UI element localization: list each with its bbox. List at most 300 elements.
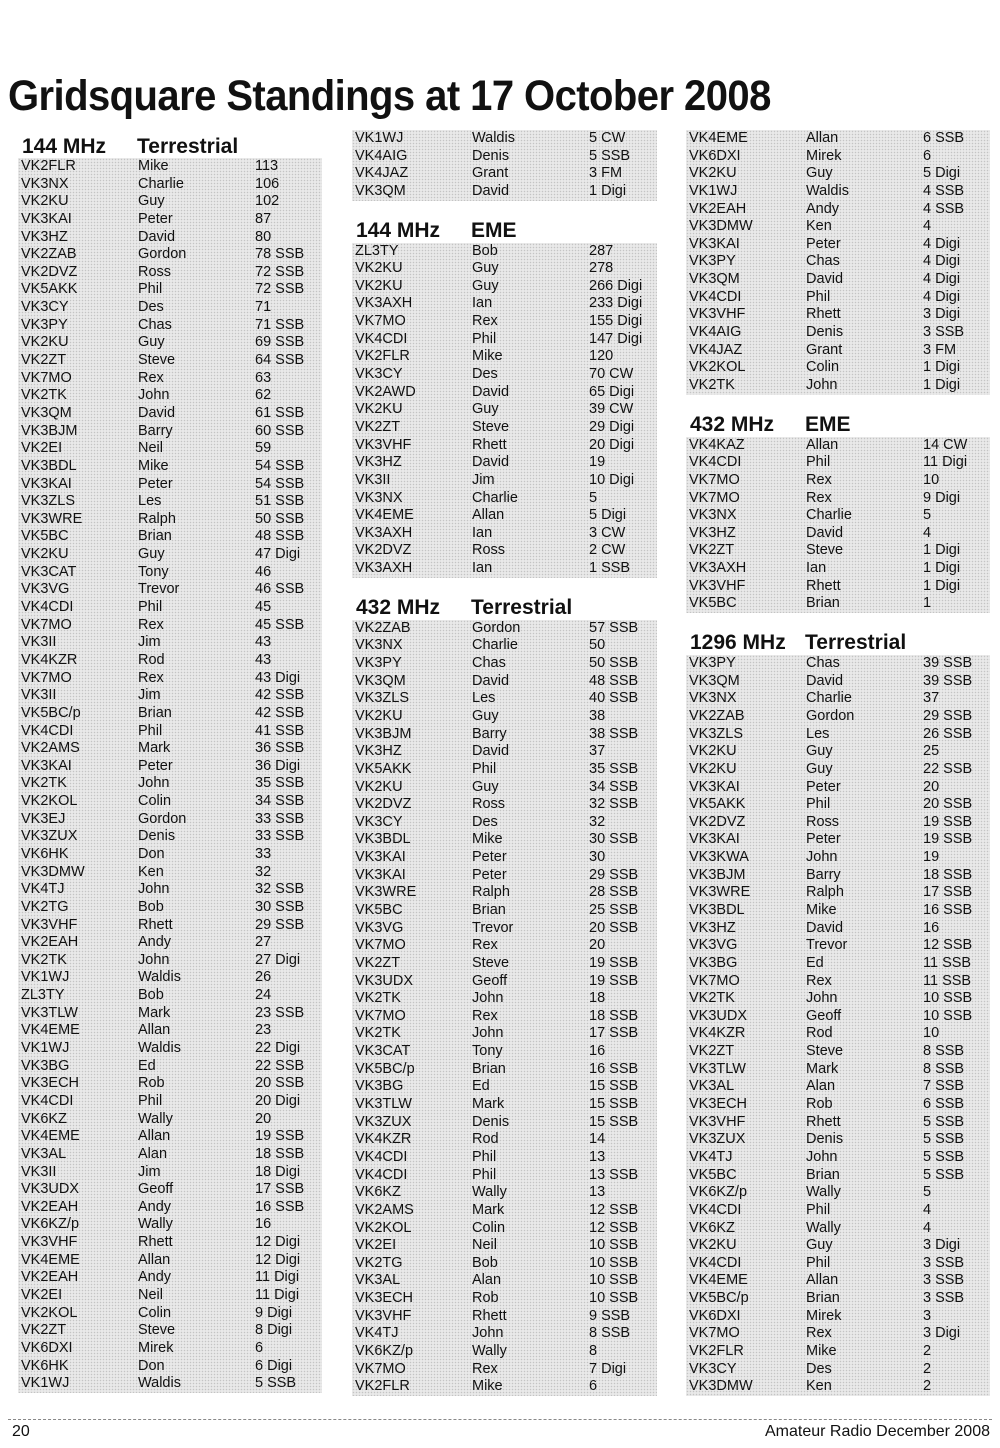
operator-name: Des (806, 1360, 832, 1377)
table-row (352, 1237, 657, 1255)
square-count: 120 (589, 348, 614, 365)
table-row (352, 1290, 657, 1308)
square-count: 5 SSB (589, 147, 631, 164)
operator-name: Steve (472, 418, 510, 435)
square-count: 10 Digi (589, 471, 635, 488)
operator-name: Gordon (806, 707, 855, 724)
operator-name: Jim (138, 687, 161, 704)
table-row (18, 423, 322, 441)
operator-name: Ross (138, 263, 172, 280)
table-row (686, 148, 990, 166)
operator-name: Charlie (472, 637, 518, 654)
operator-name: Wally (472, 1184, 507, 1201)
callsign: VK4CDI (21, 599, 74, 616)
table-row (18, 458, 322, 476)
table-row (686, 1184, 990, 1202)
callsign: VK4EME (21, 1128, 80, 1145)
operator-name: Ian (472, 560, 493, 577)
table-row (352, 348, 657, 366)
callsign: VK3BJM (689, 866, 746, 883)
table-row (352, 165, 657, 183)
operator-name: Ken (806, 1378, 832, 1395)
callsign: VK2DVZ (355, 542, 412, 559)
square-count: 26 (255, 969, 272, 986)
operator-name: Allan (138, 1128, 171, 1145)
table-row (352, 1131, 657, 1149)
callsign: VK2KU (21, 546, 69, 563)
callsign: VK6HK (21, 1357, 69, 1374)
square-count: 10 SSB (923, 990, 973, 1007)
callsign: VK3TLW (689, 1060, 746, 1077)
callsign: VK7MO (689, 972, 740, 989)
square-count: 59 (255, 440, 272, 457)
operator-name: Colin (138, 1304, 172, 1321)
callsign: VK3VG (355, 919, 404, 936)
callsign: VK7MO (21, 669, 72, 686)
square-count: 16 SSB (255, 1198, 305, 1215)
table-row (352, 831, 657, 849)
callsign: VK3WRE (689, 884, 751, 901)
callsign: VK6HK (21, 845, 69, 862)
square-count: 35 SSB (255, 775, 305, 792)
square-count: 10 SSB (589, 1237, 639, 1254)
operator-name: Tony (138, 563, 169, 580)
operator-name: Trevor (806, 937, 848, 954)
table-row (686, 973, 990, 991)
table-row (18, 705, 322, 723)
operator-name: Mike (472, 1378, 503, 1395)
callsign: VK2TK (21, 951, 67, 968)
operator-name: Alan (472, 1272, 502, 1289)
square-count: 29 SSB (255, 916, 305, 933)
table-row (18, 387, 322, 405)
table-row (686, 218, 990, 236)
callsign: VK4CDI (355, 1148, 408, 1165)
operator-name: John (138, 881, 170, 898)
callsign: VK2KU (689, 760, 737, 777)
table-row (686, 507, 990, 525)
table-row (352, 1149, 657, 1167)
table-row (352, 1184, 657, 1202)
square-count: 12 SSB (589, 1219, 639, 1236)
square-count: 45 SSB (255, 616, 305, 633)
operator-name: Guy (472, 707, 499, 724)
table-row (352, 437, 657, 455)
operator-name: Rex (806, 972, 832, 989)
square-count: 50 (589, 637, 606, 654)
operator-name: Ed (472, 1078, 490, 1095)
table-row (18, 881, 322, 899)
column-1 (18, 134, 322, 1393)
table-row (18, 193, 322, 211)
table-row (18, 528, 322, 546)
callsign: VK3KAI (689, 831, 740, 848)
table-row (686, 1290, 990, 1308)
callsign: VK3AXH (355, 560, 413, 577)
table-row (686, 437, 990, 455)
callsign: VK5BC (355, 901, 403, 918)
callsign: VK2KU (355, 260, 403, 277)
square-count: 5 SSB (923, 1113, 965, 1130)
operator-name: Charlie (806, 690, 852, 707)
standings-table (352, 130, 657, 201)
operator-name: Les (806, 725, 830, 742)
operator-name: Rob (472, 1290, 499, 1307)
square-count: 43 Digi (255, 669, 301, 686)
operator-name: Des (138, 299, 164, 316)
callsign: VK4CDI (689, 288, 742, 305)
square-count: 11 Digi (255, 1287, 300, 1303)
callsign: VK4AIG (355, 147, 408, 164)
square-count: 28 SSB (589, 884, 639, 901)
callsign: VK4EME (689, 1272, 748, 1289)
square-count: 106 (255, 175, 280, 192)
operator-name: Denis (472, 1113, 510, 1130)
callsign: VK2ZT (689, 542, 735, 559)
square-count: 2 (923, 1360, 932, 1377)
table-row (352, 1272, 657, 1290)
square-count: 8 (589, 1343, 598, 1359)
callsign: VK3BG (355, 1078, 404, 1095)
callsign: VK5BC/p (689, 1290, 749, 1307)
operator-name: Peter (806, 235, 841, 252)
operator-name: Mirek (806, 1307, 842, 1324)
square-count: 1 Digi (923, 376, 961, 393)
square-count: 5 (589, 489, 598, 506)
table-row (352, 620, 657, 638)
square-count: 1 (923, 595, 932, 612)
table-row (352, 243, 657, 261)
square-count: 10 (923, 1025, 940, 1042)
callsign: VK5AKK (21, 281, 78, 298)
band-label: 1296 MHz (690, 631, 786, 655)
square-count: 6 SSB (923, 1096, 965, 1113)
callsign: VK3NX (355, 637, 403, 654)
table-row (18, 264, 322, 282)
square-count: 19 SSB (923, 831, 973, 848)
square-count: 5 CW (589, 130, 626, 146)
square-count: 29 Digi (589, 418, 635, 435)
operator-name: Ross (472, 796, 506, 813)
table-row (18, 317, 322, 335)
table-row (686, 743, 990, 761)
callsign: VK2EAH (689, 200, 747, 217)
square-count: 16 (923, 919, 940, 936)
table-row (686, 1202, 990, 1220)
square-count: 38 SSB (589, 725, 639, 742)
callsign: VK3AXH (355, 524, 413, 541)
table-row (686, 1167, 990, 1185)
table-row (686, 955, 990, 973)
square-count: 54 SSB (255, 475, 305, 492)
square-count: 50 SSB (589, 655, 639, 672)
square-count: 20 (255, 1110, 272, 1127)
operator-name: Allan (806, 130, 839, 146)
table-row (18, 670, 322, 688)
square-count: 19 SSB (589, 954, 639, 971)
table-row (686, 902, 990, 920)
operator-name: Wally (138, 1110, 173, 1127)
callsign: VK4TJ (355, 1325, 399, 1342)
callsign: VK4JAZ (355, 165, 409, 182)
callsign: VK3QM (355, 672, 406, 689)
square-count: 54 SSB (255, 457, 305, 474)
operator-name: John (472, 990, 504, 1007)
square-count: 12 Digi (255, 1234, 301, 1251)
square-count: 8 SSB (923, 1060, 965, 1077)
callsign: VK3QM (689, 271, 740, 288)
operator-name: Rod (806, 1025, 833, 1042)
table-row (18, 246, 322, 264)
table-row (352, 1096, 657, 1114)
square-count: 32 (589, 813, 606, 830)
column-3 (686, 130, 990, 1396)
callsign: VK2FLR (355, 1378, 410, 1395)
table-row (686, 690, 990, 708)
operator-name: Ralph (806, 884, 844, 901)
square-count: 13 (589, 1148, 606, 1165)
operator-name: Chas (138, 316, 172, 333)
callsign: VK3HZ (355, 743, 402, 760)
operator-name: David (472, 383, 510, 400)
table-row (352, 955, 657, 973)
square-count: 10 (923, 471, 940, 488)
callsign: VK4CDI (355, 330, 408, 347)
callsign: VK3HZ (21, 228, 68, 245)
operator-name: Phil (806, 1254, 831, 1271)
square-count: 155 Digi (589, 313, 643, 330)
operator-name: Peter (806, 831, 841, 848)
operator-name: Rex (806, 471, 832, 488)
callsign: VK3VG (21, 581, 70, 598)
callsign: VK2ZAB (21, 246, 77, 263)
table-row (18, 775, 322, 793)
square-count: 10 SSB (589, 1290, 639, 1307)
table-row (18, 1287, 322, 1305)
callsign: VK3KWA (689, 849, 749, 866)
square-count: 34 SSB (589, 778, 639, 795)
table-row (18, 1199, 322, 1217)
operator-name: Guy (472, 260, 499, 277)
operator-name: Ian (806, 560, 827, 577)
table-row (352, 1378, 657, 1396)
square-count: 40 SSB (589, 690, 639, 707)
callsign: VK3EJ (21, 810, 66, 827)
square-count: 11 Digi (923, 454, 968, 471)
callsign: VK3PY (355, 655, 402, 672)
square-count: 15 SSB (589, 1078, 639, 1095)
square-count: 22 SSB (923, 760, 973, 777)
table-row (686, 201, 990, 219)
operator-name: Des (472, 366, 498, 383)
operator-name: Phil (806, 288, 831, 305)
operator-name: Chas (472, 655, 506, 672)
table-row (352, 183, 657, 201)
square-count: 64 SSB (255, 352, 305, 369)
table-row (352, 1361, 657, 1379)
square-count: 38 (589, 707, 606, 724)
square-count: 26 SSB (923, 725, 973, 742)
square-count: 29 SSB (923, 707, 973, 724)
square-count: 4 (923, 1219, 932, 1236)
square-count: 57 SSB (589, 619, 639, 636)
callsign: VK3KAI (21, 757, 72, 774)
square-count: 72 SSB (255, 263, 305, 280)
operator-name: Les (138, 493, 162, 510)
table-row (352, 560, 657, 578)
band-label: 144 MHz (356, 218, 441, 242)
table-row (18, 1093, 322, 1111)
operator-name: David (472, 672, 510, 689)
operator-name: Andy (806, 200, 840, 217)
square-count: 63 (255, 369, 272, 386)
square-count: 23 SSB (255, 1004, 305, 1021)
square-count: 22 Digi (255, 1040, 301, 1057)
table-row (352, 507, 657, 525)
callsign: VK3CY (689, 1360, 737, 1377)
operator-name: Waldis (138, 1375, 181, 1392)
callsign: VK7MO (21, 369, 72, 386)
operator-name: Jim (138, 1163, 161, 1180)
table-row (352, 779, 657, 797)
callsign: VK3VHF (21, 916, 78, 933)
table-row (686, 920, 990, 938)
callsign: VK3BG (21, 1057, 70, 1074)
square-count: 30 (589, 849, 606, 866)
callsign: VK4CDI (21, 1092, 74, 1109)
callsign: VK2TK (689, 376, 735, 393)
table-row (686, 726, 990, 744)
square-count: 278 (589, 260, 614, 277)
callsign: ZL3TY (355, 242, 399, 259)
square-count: 78 SSB (255, 246, 305, 263)
section-spacer (686, 395, 990, 412)
callsign: VK4CDI (689, 454, 742, 471)
square-count: 7 SSB (923, 1078, 965, 1095)
table-row (352, 1255, 657, 1273)
operator-name: Neil (138, 440, 163, 457)
callsign: VK4EME (355, 507, 414, 524)
square-count: 62 (255, 387, 272, 404)
callsign: VK3HZ (689, 524, 736, 541)
table-row (686, 831, 990, 849)
callsign: VK3PY (689, 253, 736, 270)
square-count: 20 (923, 778, 940, 795)
operator-name: Jim (138, 634, 161, 651)
operator-name: David (806, 919, 844, 936)
table-row (686, 761, 990, 779)
square-count: 12 Digi (255, 1251, 301, 1268)
operator-name: Charlie (472, 489, 518, 506)
standings-table (686, 130, 990, 395)
callsign: VK3ZLS (21, 493, 75, 510)
operator-name: Bob (138, 898, 164, 915)
callsign: VK3AL (355, 1272, 401, 1289)
table-row (352, 260, 657, 278)
table-row (18, 1322, 322, 1340)
callsign: VK4EME (689, 130, 748, 146)
callsign: VK1WJ (355, 130, 404, 146)
table-row (352, 1202, 657, 1220)
callsign: VK5BC (689, 595, 737, 612)
table-row (686, 1272, 990, 1290)
operator-name: Peter (472, 849, 507, 866)
callsign: VK2FLR (355, 348, 410, 365)
square-count: 6 (923, 147, 932, 164)
square-count: 17 SSB (589, 1025, 639, 1042)
operator-name: David (138, 404, 176, 421)
callsign: VK2TG (21, 898, 69, 915)
operator-name: Geoff (472, 972, 508, 989)
operator-name: Tony (472, 1043, 503, 1060)
callsign: VK6DXI (689, 147, 741, 164)
table-row (686, 1131, 990, 1149)
operator-name: Barry (472, 725, 507, 742)
callsign: VK5BC (21, 528, 69, 545)
square-count: 42 SSB (255, 687, 305, 704)
callsign: VK3II (21, 634, 57, 651)
square-count: 14 (589, 1131, 606, 1148)
square-count: 9 Digi (255, 1304, 293, 1321)
mode-label: EME (471, 218, 517, 242)
callsign: VK5BC/p (21, 704, 81, 721)
table-row (18, 476, 322, 494)
operator-name: John (138, 775, 170, 792)
callsign: VK3QM (355, 182, 406, 199)
table-row (18, 617, 322, 635)
square-count: 65 Digi (589, 383, 635, 400)
operator-name: Ken (806, 218, 832, 235)
square-count: 43 (255, 634, 272, 651)
callsign: VK2KU (21, 193, 69, 210)
square-count: 61 SSB (255, 404, 305, 421)
square-count: 27 Digi (255, 951, 301, 968)
table-row (352, 1061, 657, 1079)
operator-name: John (138, 387, 170, 404)
square-count: 6 Digi (255, 1357, 293, 1374)
operator-name: Steve (472, 954, 510, 971)
callsign: VK7MO (689, 1325, 740, 1342)
square-count: 19 SSB (589, 972, 639, 989)
operator-name: Steve (806, 1043, 844, 1060)
callsign: VK3AXH (355, 295, 413, 312)
callsign: VK3BDL (21, 457, 77, 474)
table-row (352, 849, 657, 867)
operator-name: Phil (806, 454, 831, 471)
operator-name: Gordon (138, 246, 187, 263)
table-row (686, 542, 990, 560)
operator-name: David (472, 182, 510, 199)
operator-name: Gordon (472, 619, 521, 636)
callsign: VK2ZT (21, 1322, 67, 1339)
square-count: 18 SSB (255, 1145, 305, 1162)
square-count: 12 SSB (589, 1201, 639, 1218)
table-row (686, 253, 990, 271)
table-row (352, 655, 657, 673)
square-count: 4 (923, 218, 932, 235)
square-count: 11 Digi (255, 1269, 300, 1286)
table-row (686, 183, 990, 201)
table-row (686, 779, 990, 797)
operator-name: Ken (138, 863, 164, 880)
table-row (18, 1146, 322, 1164)
table-row (686, 1343, 990, 1361)
operator-name: Geoff (138, 1181, 174, 1198)
table-row (686, 1114, 990, 1132)
callsign: VK2ZT (355, 418, 401, 435)
square-count: 19 (589, 454, 606, 471)
table-row (18, 917, 322, 935)
